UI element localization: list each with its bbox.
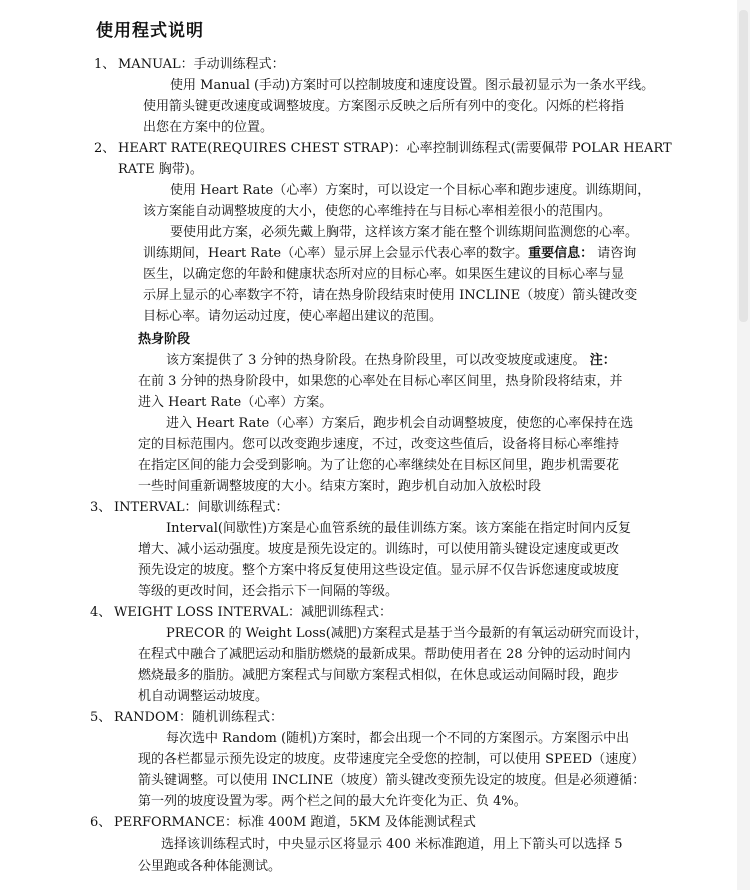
paragraph-line: 定的目标范围内。您可以改变跑步速度，不过，改变这些值后，设备将目标心率维持 (138, 437, 620, 452)
important-label: 重要信息： (528, 246, 594, 261)
section-heading: PERFORMANCE：标准 400M 跑道，5KM 及体能测试程式 (114, 815, 476, 830)
paragraph-line: 等级的更改时间，还会指示下一间隔的等级。 (138, 584, 399, 599)
paragraph-line: Interval(间歇性)方案是心血管系统的最佳训练方案。该方案能在指定时间内反复 (166, 521, 632, 536)
section-number: 1、 (94, 57, 116, 72)
paragraph-text: 该方案提供了 3 分钟的热身阶段。在热身阶段里，可以改变坡度或速度。 (166, 353, 586, 368)
paragraph-line: 示屏上显示的心率数字不符，请在热身阶段结束时使用 INCLINE（坡度）箭头键改变 (143, 288, 638, 303)
paragraph-line: 燃烧最多的脂肪。减肥方案程式与间歇方案程式相似，在休息或运动间隔时段，跑步 (138, 668, 620, 683)
paragraph-line: PRECOR 的 Weight Loss(减肥)方案程式是基于当今最新的有氧运动研究而设计， (166, 626, 648, 641)
paragraph-line: 箭头键调整。可以使用 INCLINE（坡度）箭头键改变预先设定的坡度。但是必须遵循： (138, 773, 646, 788)
section-number: 5、 (90, 710, 112, 725)
paragraph-line: 公里跑或各种体能测试。 (138, 859, 282, 874)
page-title: 使用程式说明 (96, 21, 204, 41)
paragraph-line: 医生，以确定您的年龄和健康状态所对应的目标心率。如果医生建议的目标心率与显 (143, 267, 625, 282)
paragraph-line: 使用 Manual (手动)方案时可以控制坡度和速度设置。图示最初显示为一条水平线。 (170, 78, 655, 93)
paragraph-line: 第一列的坡度设置为零。两个栏之间的最大允许变化为正、负 4%。 (138, 794, 527, 809)
section-heading: HEART RATE(REQUIRES CHEST STRAP)：心率控制训练程式(需要佩带 POLAR HEART (118, 141, 672, 156)
paragraph-line: 出您在方案中的位置。 (143, 120, 274, 135)
paragraph-line: 使用 Heart Rate（心率）方案时，可以设定一个目标心率和跑步速度。训练期间， (170, 183, 651, 198)
paragraph-text: 请咨询 (597, 246, 637, 261)
paragraph-line: 增大、减小运动强度。坡度是预先设定的。训练时，可以使用箭头键设定速度或更改 (138, 542, 620, 557)
paragraph-line: 机自动调整运动坡度。 (138, 689, 269, 704)
section-heading: RANDOM：随机训练程式： (114, 710, 283, 725)
paragraph-line: 预先设定的坡度。整个方案中将反复使用这些设定值。显示屏不仅告诉您速度或坡度 (138, 563, 620, 578)
section-number: 2、 (94, 141, 116, 156)
paragraph-line: 一些时间重新调整坡度的大小。结束方案时，跑步机自动加入放松时段 (138, 479, 542, 494)
paragraph-line: 使用箭头键更改速度或调整坡度。方案图示反映之后所有列中的变化。闪烁的栏将指 (143, 99, 625, 114)
section-number: 6、 (90, 815, 112, 830)
section-heading: INTERVAL：间歇训练程式： (114, 500, 289, 515)
paragraph-line: 现的各栏都显示预先设定的坡度。皮带速度完全受您的控制，可以使用 SPEED（速度） (138, 752, 645, 767)
paragraph-line-with-important (143, 245, 636, 263)
paragraph-line: 选择该训练程式时，中央显示区将显示 400 米标准跑道，用上下箭头可以选择 5 (161, 837, 623, 852)
paragraph-line: 在程式中融合了减肥运动和脂肪燃烧的最新成果。帮助使用者在 28 分钟的运动时间内 (138, 647, 631, 662)
section-number: 3、 (90, 500, 112, 515)
paragraph-line: 在前 3 分钟的热身阶段中，如果您的心率处在目标心率区间里，热身阶段将结束，并 (138, 374, 623, 389)
section-number: 4、 (90, 605, 112, 620)
vertical-scrollbar[interactable] (737, 0, 750, 890)
subheading-warmup: 热身阶段 (138, 332, 191, 347)
scrollbar-thumb[interactable] (739, 10, 748, 322)
paragraph-line-with-note (166, 352, 616, 370)
paragraph-line: 在指定区间的能力会受到影响。为了让您的心率继续处在目标区间里，跑步机需要花 (138, 458, 620, 473)
paragraph-line: 进入 Heart Rate（心率）方案。 (138, 395, 333, 410)
section-heading: WEIGHT LOSS INTERVAL：减肥训练程式： (114, 605, 393, 620)
paragraph-line: 要使用此方案，必须先戴上胸带，这样该方案才能在整个训练期间监测您的心率。 (170, 225, 639, 240)
section-heading-continued: RATE 胸带)。 (118, 162, 203, 177)
paragraph-line: 每次选中 Random (随机)方案时，都会出现一个不同的方案图示。方案图示中出 (166, 731, 630, 746)
note-label: 注： (589, 353, 616, 368)
section-heading: MANUAL：手动训练程式： (118, 57, 285, 72)
paragraph-text: 训练期间，Heart Rate（心率）显示屏上会显示代表心率的数字。 (143, 246, 529, 261)
paragraph-line: 目标心率。请勿运动过度，使心率超出建议的范围。 (143, 309, 443, 324)
paragraph-line: 进入 Heart Rate（心率）方案后，跑步机会自动调整坡度，使您的心率保持在选 (166, 416, 634, 431)
paragraph-line: 该方案能自动调整坡度的大小，使您的心率维持在与目标心率相差很小的范围内。 (143, 204, 612, 219)
